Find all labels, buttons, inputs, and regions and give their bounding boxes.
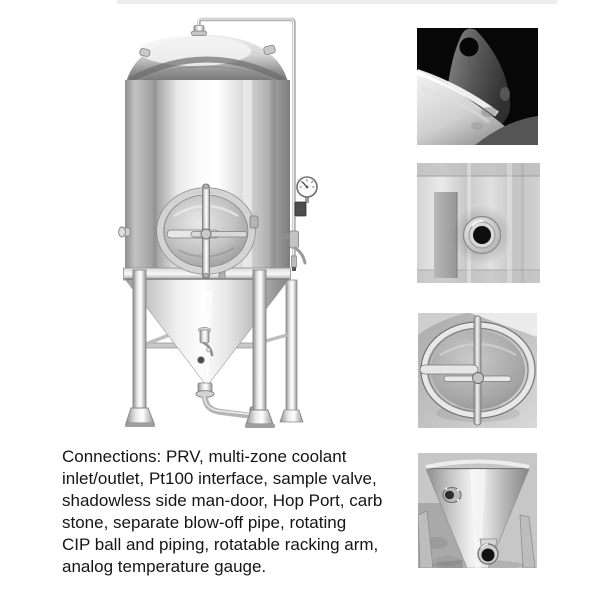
gallery-photo-man-door [418, 313, 537, 428]
cone-bottom-image [418, 453, 537, 568]
caption-line: CIP ball and piping, rotatable racking arm, [62, 535, 379, 554]
tank-dome [125, 35, 289, 86]
racking-arm-port [443, 487, 461, 502]
man-door-image [418, 313, 537, 428]
caption-line: stone, separate blow-off pipe, rotating [62, 513, 347, 532]
dome-lifting-lug [263, 45, 276, 55]
connections-caption [62, 446, 422, 578]
side-port-image [417, 163, 540, 283]
caption-line: shadowless side man-door, Hop Port, carb [62, 491, 383, 510]
fermenter-tank-illustration [95, 10, 340, 440]
lifting-lug-image [417, 28, 538, 145]
gallery-photo-lifting-lug [417, 28, 540, 145]
top-divider-bar [117, 0, 557, 4]
main-photo-fermenter [95, 10, 340, 440]
gallery-photo-side-port [417, 163, 540, 283]
side-port [119, 227, 130, 237]
gallery-photo-cone-bottom [418, 453, 537, 568]
tank-rear-leg [280, 280, 303, 422]
pressure-gauge [295, 177, 317, 216]
door-handle-bar [420, 365, 478, 374]
caption-line: Connections: PRV, multi-zone coolant [62, 447, 347, 466]
caption-line: analog temperature gauge. [62, 557, 267, 576]
bottom-drain-port [478, 539, 498, 564]
caption-line: inlet/outlet, Pt100 interface, sample valve, [62, 469, 377, 488]
top-port-ferrule [192, 26, 207, 36]
pt100-interface-block [295, 202, 306, 216]
